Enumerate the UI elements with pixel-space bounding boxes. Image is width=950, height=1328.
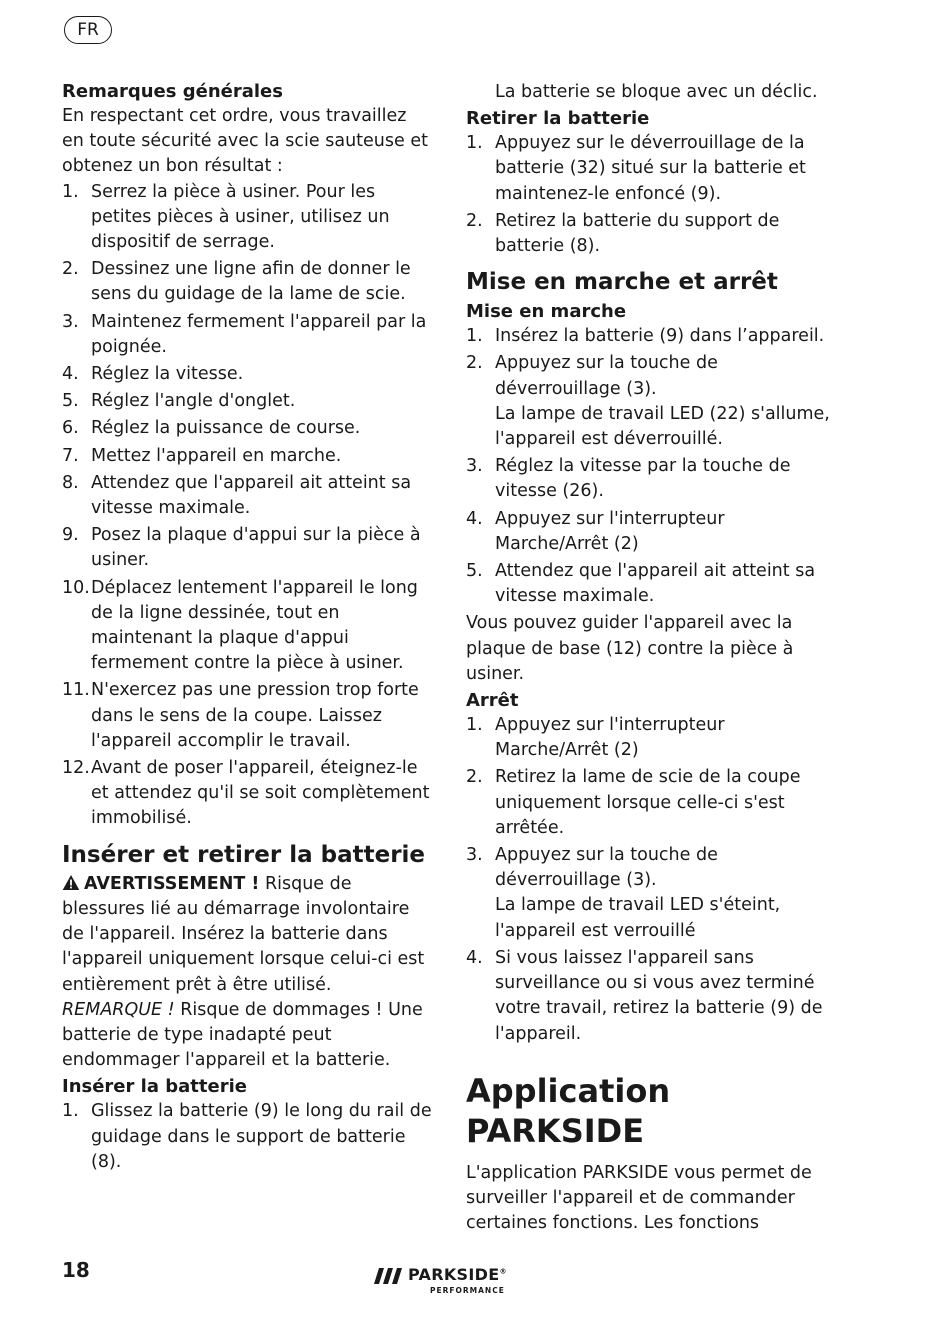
list-item [62, 1099, 432, 1175]
list-item [466, 843, 838, 944]
logo-slashes-icon [374, 1268, 404, 1284]
list-item-number: 3. [466, 456, 483, 477]
list-item-text: Réglez la vitesse par la touche de vitesse (26). [495, 456, 791, 502]
list-item [62, 310, 432, 360]
off-steps [466, 713, 838, 1047]
list-item-number: 5. [62, 391, 79, 412]
list-item-number: 1. [466, 326, 483, 347]
on-heading: Mise en marche [466, 301, 627, 323]
list-item [466, 209, 838, 259]
list-item-text: Glissez la batterie (9) le long du rail de guidage dans le support de batterie (8). [91, 1101, 432, 1172]
list-item-number: 2. [466, 353, 483, 374]
list-item-text: Insérez la batterie (9) dans l’appareil. [495, 326, 825, 347]
list-item-number: 4. [466, 947, 483, 968]
list-item [466, 454, 838, 504]
list-item-number: 1. [62, 181, 79, 202]
page-number: 18 [62, 1258, 90, 1282]
warning-text: Risque de blessures lié au démarrage involontaire de l'appareil. Insérez la batterie dans l'appareil uniquement lorsque celui-ci est entièrement prêt à être utilisé. [62, 873, 425, 995]
list-item [62, 389, 432, 414]
list-item-number: 5. [466, 561, 483, 582]
list-item-number: 6. [62, 418, 79, 439]
list-item-text: Attendez que l'appareil ait atteint sa vitesse maximale. [495, 561, 816, 607]
warning-label [62, 874, 259, 894]
on-steps [466, 324, 838, 609]
list-item-number: 3. [62, 311, 79, 332]
list-item-number: 11. [62, 680, 90, 701]
general-heading: Remarques générales [62, 81, 283, 102]
list-item [62, 257, 432, 307]
remove-steps [466, 131, 838, 259]
list-item-text: Attendez que l'appareil ait atteint sa vitesse maximale. [91, 472, 412, 519]
list-item-text: Appuyez sur la touche de déverrouillage (3). [495, 353, 718, 399]
list-item-text: Posez la plaque d'appui sur la pièce à usiner. [91, 525, 421, 571]
insert-steps [62, 1099, 432, 1175]
list-item [466, 765, 838, 841]
list-item-number: 1. [466, 133, 483, 154]
list-item-number: 7. [62, 445, 79, 466]
list-item [466, 946, 838, 1047]
left-column [62, 78, 432, 1177]
insert-heading: Insérer la batterie [62, 1076, 247, 1098]
list-item [466, 559, 838, 609]
list-item [466, 507, 838, 557]
list-item-text: Appuyez sur l'interrupteur Marche/Arrêt (2) [495, 715, 725, 761]
list-item-note: La lampe de travail LED (22) s'allume, l'appareil est déverrouillé. [495, 403, 830, 450]
list-item-text: N'exercez pas une pression trop forte dans le sens de la coupe. Laissez l'appareil accomplir le travail. [91, 680, 419, 751]
list-item-number: 1. [62, 1101, 79, 1122]
general-intro: En respectant cet ordre, vous travaillez en toute sécurité avec la scie sauteuse et obtenez un bon résultat : [62, 106, 428, 177]
list-item [62, 678, 432, 754]
on-footer: Vous pouvez guider l'appareil avec la plaque de base (12) contre la pièce à usiner. [466, 613, 794, 684]
list-item-text: Si vous laissez l'appareil sans surveillance ou si vous avez terminé votre travail, retirez la batterie (9) de l'appareil. [495, 947, 823, 1044]
list-item-number: 4. [466, 508, 483, 529]
list-item-number: 1. [466, 715, 483, 736]
list-item [62, 416, 432, 441]
remove-heading: Retirer la batterie [466, 108, 650, 130]
list-item-number: 10. [62, 577, 90, 598]
list-item-text: Avant de poser l'appareil, éteignez-le et attendez qu'il se soit complètement immobilisé. [91, 758, 430, 829]
list-item-number: 2. [62, 259, 79, 280]
app-text: L'application PARKSIDE vous permet de surveiller l'appareil et de commander certaines fonctions. Les fonctions [466, 1162, 812, 1234]
list-item-text: Déplacez lentement l'appareil le long de la ligne dessinée, tout en maintenant la plaque d'appui fermement contre la pièce à usiner. [91, 577, 418, 674]
list-item-number: 3. [466, 845, 483, 866]
onoff-heading: Mise en marche et arrêt [466, 269, 778, 296]
list-item-number: 2. [466, 210, 483, 231]
list-item [466, 131, 838, 207]
battery-heading: Insérer et retirer la batterie [62, 841, 426, 868]
list-item-text: Réglez la vitesse. [91, 364, 244, 385]
list-item-note: La lampe de travail LED s'éteint, l'appareil est verrouillé [495, 895, 781, 941]
list-item [62, 576, 432, 677]
logo-brand [408, 1265, 507, 1284]
app-heading: Application PARKSIDE [466, 1071, 671, 1150]
list-item [62, 471, 432, 521]
list-item [62, 362, 432, 387]
list-item [466, 713, 838, 763]
list-item-text: Retirez la lame de scie de la coupe uniquement lorsque celle-ci s'est arrêtée. [495, 767, 801, 838]
list-item-text: Réglez l'angle d'onglet. [91, 391, 296, 412]
right-column [466, 80, 838, 1236]
list-item-text: Réglez la puissance de course. [91, 418, 361, 439]
insert-note: La batterie se bloque avec un déclic. [495, 82, 818, 102]
remark-paragraph [62, 998, 432, 1074]
logo-tagline: PERFORMANCE [430, 1286, 505, 1295]
list-item [466, 324, 838, 349]
list-item-text: Appuyez sur le déverrouillage de la batterie (32) situé sur la batterie et maintenez-le enfoncé (9). [495, 133, 806, 204]
list-item-text: Appuyez sur la touche de déverrouillage (3). [495, 845, 718, 891]
logo-registered: ® [499, 1267, 507, 1276]
list-item-number: 9. [62, 525, 79, 546]
list-item-number: 12. [62, 758, 90, 779]
warning-paragraph [62, 872, 432, 998]
list-item [62, 444, 432, 469]
language-badge: FR [64, 16, 112, 44]
list-item-text: Dessinez une ligne afin de donner le sens du guidage de la lame de scie. [91, 259, 411, 305]
list-item-text: Serrez la pièce à usiner. Pour les petites pièces à usiner, utilisez un dispositif de serrage. [91, 181, 390, 253]
list-item-number: 2. [466, 767, 483, 788]
warning-triangle-icon [62, 874, 80, 891]
remark-label: REMARQUE ! [62, 999, 175, 1020]
warning-label-text: AVERTISSEMENT ! [84, 873, 260, 894]
remark-text: Risque de dommages ! Une batterie de type inadapté peut endommager l'appareil et la batterie. [62, 999, 423, 1071]
list-item-text: Maintenez fermement l'appareil par la poignée. [91, 311, 427, 357]
off-heading: Arrêt [466, 690, 519, 712]
list-item [466, 351, 838, 452]
parkside-logo [374, 1266, 524, 1302]
logo-brand-text: PARKSIDE [408, 1265, 500, 1284]
list-item-text: Retirez la batterie du support de batterie (8). [495, 210, 780, 257]
list-item-number: 8. [62, 472, 79, 493]
list-item-text: Mettez l'appareil en marche. [91, 445, 342, 466]
list-item-number: 4. [62, 364, 79, 385]
list-item-text: Appuyez sur l'interrupteur Marche/Arrêt (2) [495, 508, 725, 554]
general-steps [62, 180, 432, 832]
list-item [62, 523, 432, 573]
list-item [62, 756, 432, 832]
list-item [62, 180, 432, 256]
